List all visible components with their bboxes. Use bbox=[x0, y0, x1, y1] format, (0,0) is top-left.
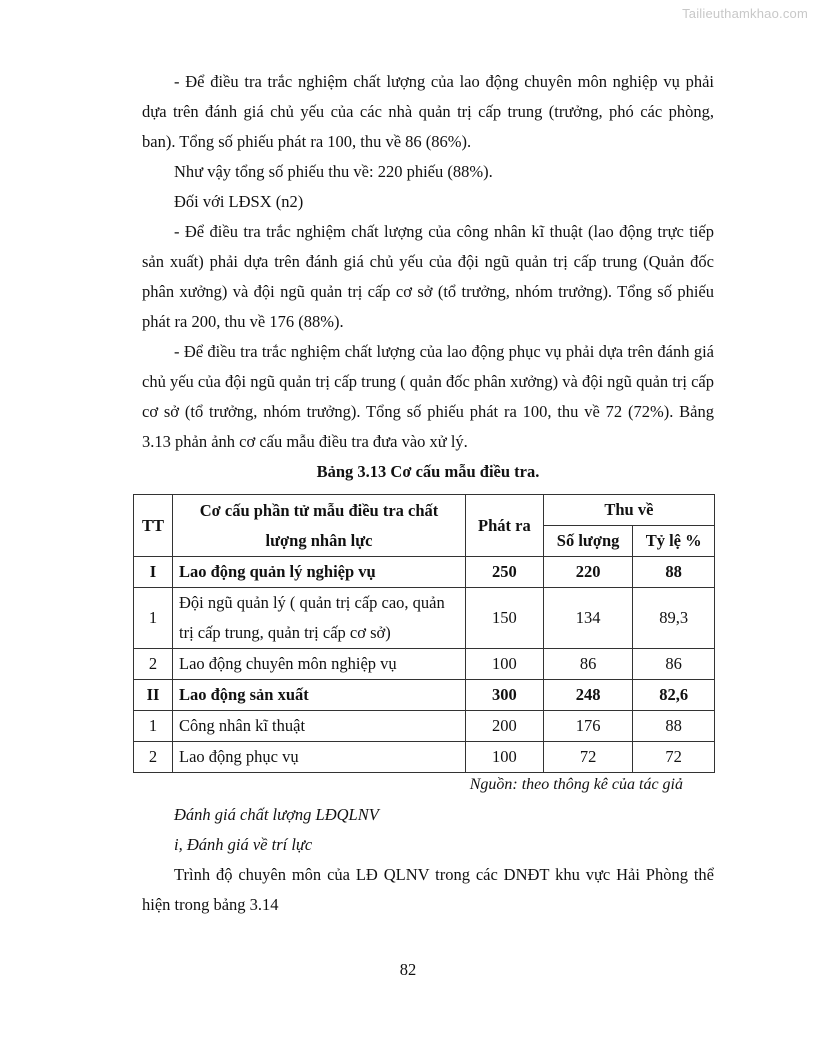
page-number: 82 bbox=[399, 960, 417, 979]
cell-quantity: 220 bbox=[543, 557, 633, 588]
cell-name: Lao động quản lý nghiệp vụ bbox=[173, 557, 466, 588]
cell-name: Lao động sản xuất bbox=[173, 680, 466, 711]
cell-percent: 88 bbox=[633, 557, 715, 588]
paragraph: Như vậy tổng số phiếu thu về: 220 phiếu (88%). bbox=[174, 162, 493, 181]
paragraph: - Để điều tra trắc nghiệm chất lượng của công nhân kĩ thuật (lao động trực tiếp sản xuất) phải dựa trên đánh giá chủ yếu của đội ngũ quản trị cấp trung (Quản đốc phân xưởng) và đội ngũ quản trị cấp cơ sở (tổ trưởng, nhóm trưởng). Tổng số phiếu phát ra 200, thu về 176 (88%). bbox=[142, 222, 714, 331]
section-heading: Đánh giá chất lượng LĐQLNV bbox=[174, 805, 379, 824]
cell-percent: 72 bbox=[633, 742, 715, 773]
cell-quantity: 86 bbox=[543, 649, 633, 680]
cell-percent: 82,6 bbox=[633, 680, 715, 711]
cell-tt: 1 bbox=[134, 711, 173, 742]
cell-issued: 250 bbox=[466, 557, 544, 588]
cell-name: Lao động phục vụ bbox=[173, 742, 466, 773]
paragraph: - Để điều tra trắc nghiệm chất lượng của lao động phục vụ phải dựa trên đánh giá chủ yếu của đội ngũ quản trị cấp trung ( quản đốc phân xưởng) và đội ngũ quản trị cấp cơ sở (tổ trưởng, nhóm trưởng). Tổng số phiếu phát ra 100, thu về 72 (72%). Bảng 3.13 phản ảnh cơ cấu mẫu điều tra đưa vào xử lý. bbox=[142, 342, 714, 451]
table-source-note: Nguồn: theo thông kê của tác giả bbox=[469, 776, 683, 793]
table-row bbox=[134, 557, 715, 588]
cell-quantity: 248 bbox=[543, 680, 633, 711]
cell-quantity: 72 bbox=[543, 742, 633, 773]
table-row bbox=[134, 588, 715, 649]
header-issued: Phát ra bbox=[466, 495, 544, 557]
table-row bbox=[134, 742, 715, 773]
cell-percent: 88 bbox=[633, 711, 715, 742]
table-row bbox=[134, 649, 715, 680]
cell-tt: 2 bbox=[134, 742, 173, 773]
table-row bbox=[134, 711, 715, 742]
subsection-heading: i, Đánh giá về trí lực bbox=[174, 835, 313, 854]
cell-name: Công nhân kĩ thuật bbox=[173, 711, 466, 742]
cell-issued: 200 bbox=[466, 711, 544, 742]
header-name: Cơ cấu phần tử mẫu điều tra chất lượng nhân lực bbox=[173, 495, 466, 557]
cell-issued: 100 bbox=[466, 742, 544, 773]
cell-quantity: 134 bbox=[543, 588, 633, 649]
paragraph: Trình độ chuyên môn của LĐ QLNV trong các DNĐT khu vực Hải Phòng thể hiện trong bảng 3.14 bbox=[142, 865, 714, 914]
watermark: Tailieuthamkhao.com bbox=[682, 6, 808, 21]
sample-structure-table bbox=[133, 494, 715, 773]
cell-tt: 2 bbox=[134, 649, 173, 680]
cell-tt: I bbox=[134, 557, 173, 588]
cell-issued: 150 bbox=[466, 588, 544, 649]
cell-percent: 89,3 bbox=[633, 588, 715, 649]
cell-percent: 86 bbox=[633, 649, 715, 680]
header-percent: Tỷ lệ % bbox=[633, 526, 715, 557]
following-section bbox=[142, 800, 714, 920]
header-tt: TT bbox=[134, 495, 173, 557]
cell-name: Đội ngũ quản lý ( quản trị cấp cao, quản trị cấp trung, quản trị cấp cơ sở) bbox=[173, 588, 466, 649]
document-body bbox=[142, 67, 714, 487]
cell-issued: 100 bbox=[466, 649, 544, 680]
header-received: Thu về bbox=[543, 495, 714, 526]
paragraph: - Để điều tra trắc nghiệm chất lượng của lao động chuyên môn nghiệp vụ phải dựa trên đánh giá chủ yếu của các nhà quản trị cấp trung (trưởng, phó các phòng, ban). Tổng số phiếu phát ra 100, thu về 86 (86%). bbox=[142, 72, 714, 151]
cell-issued: 300 bbox=[466, 680, 544, 711]
table-header-row bbox=[134, 495, 715, 526]
table-row bbox=[134, 680, 715, 711]
table-caption: Bảng 3.13 Cơ cấu mẫu điều tra. bbox=[316, 462, 540, 481]
cell-tt: II bbox=[134, 680, 173, 711]
cell-quantity: 176 bbox=[543, 711, 633, 742]
cell-tt: 1 bbox=[134, 588, 173, 649]
header-quantity: Số lượng bbox=[543, 526, 633, 557]
cell-name: Lao động chuyên môn nghiệp vụ bbox=[173, 649, 466, 680]
paragraph: Đối với LĐSX (n2) bbox=[174, 192, 304, 211]
